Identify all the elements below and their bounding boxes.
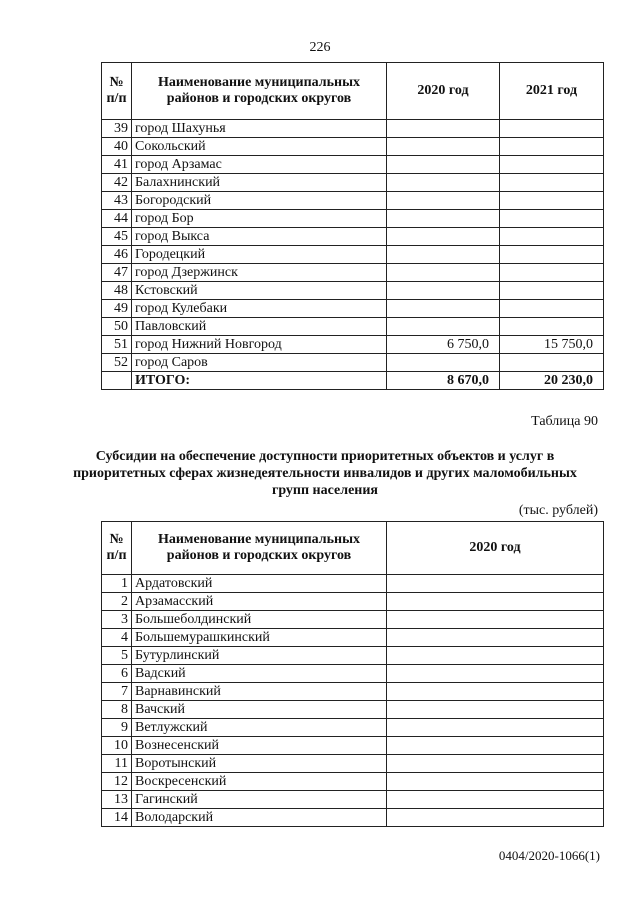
row-name: Богородский	[132, 192, 387, 210]
row-number: 9	[102, 719, 132, 737]
row-2020	[387, 737, 604, 755]
header-2021: 2021 год	[500, 63, 604, 120]
row-2021	[500, 138, 604, 156]
row-name: Кстовский	[132, 282, 387, 300]
row-2020	[387, 683, 604, 701]
table-row	[102, 264, 604, 282]
row-2020	[387, 719, 604, 737]
row-name: Ардатовский	[132, 575, 387, 593]
table-row	[102, 336, 604, 354]
row-2020	[387, 593, 604, 611]
row-number: 14	[102, 809, 132, 827]
row-2021: 15 750,0	[500, 336, 604, 354]
row-name: город Арзамас	[132, 156, 387, 174]
table-title: Субсидии на обеспечение доступности приоритетных объектов и услуг в приоритетных сферах жизнедеятельности инвалидов и других маломобильных групп населения	[73, 449, 577, 498]
header-2020: 2020 год	[387, 63, 500, 120]
row-2020	[387, 246, 500, 264]
row-number: 41	[102, 156, 132, 174]
row-2020	[387, 629, 604, 647]
row-number: 8	[102, 701, 132, 719]
row-2020	[387, 575, 604, 593]
row-number: 51	[102, 336, 132, 354]
table-body	[102, 575, 604, 827]
table-row	[102, 192, 604, 210]
header-name: Наименование муниципальных районов и городских округов	[132, 63, 387, 120]
row-name: Городецкий	[132, 246, 387, 264]
row-name: город Саров	[132, 354, 387, 372]
row-number: 42	[102, 174, 132, 192]
row-2021	[500, 228, 604, 246]
header-2020: 2020 год	[387, 522, 604, 575]
table-row	[102, 701, 604, 719]
header-num: № п/п	[102, 522, 132, 575]
row-number: 11	[102, 755, 132, 773]
table-header-row	[102, 522, 604, 575]
row-2021	[500, 174, 604, 192]
table-row	[102, 354, 604, 372]
table-row	[102, 755, 604, 773]
table-row	[102, 773, 604, 791]
table-row	[102, 593, 604, 611]
row-2021	[500, 246, 604, 264]
row-2020	[387, 192, 500, 210]
row-name: Ветлужский	[132, 719, 387, 737]
row-number: 44	[102, 210, 132, 228]
row-2020	[387, 210, 500, 228]
row-number: 10	[102, 737, 132, 755]
table-body	[102, 120, 604, 372]
row-number: 4	[102, 629, 132, 647]
table-row	[102, 210, 604, 228]
table-row	[102, 228, 604, 246]
table-row	[102, 737, 604, 755]
row-number: 12	[102, 773, 132, 791]
row-name: Большеболдинский	[132, 611, 387, 629]
row-2020	[387, 791, 604, 809]
table-row	[102, 246, 604, 264]
row-number: 2	[102, 593, 132, 611]
table-row	[102, 120, 604, 138]
row-2020: 6 750,0	[387, 336, 500, 354]
row-name: Павловский	[132, 318, 387, 336]
row-2020	[387, 647, 604, 665]
row-2021	[500, 300, 604, 318]
row-name: Воротынский	[132, 755, 387, 773]
row-number: 1	[102, 575, 132, 593]
document-code: 0404/2020-1066(1)	[498, 848, 600, 863]
row-number: 50	[102, 318, 132, 336]
row-name: город Шахунья	[132, 120, 387, 138]
table-row	[102, 138, 604, 156]
row-name: Сокольский	[132, 138, 387, 156]
row-number: 6	[102, 665, 132, 683]
row-2020	[387, 755, 604, 773]
row-name: Вадский	[132, 665, 387, 683]
row-name: Арзамасский	[132, 593, 387, 611]
header-name: Наименование муниципальных районов и городских округов	[132, 522, 387, 575]
row-2020	[387, 665, 604, 683]
table-row	[102, 282, 604, 300]
row-name: Варнавинский	[132, 683, 387, 701]
total-label: ИТОГО:	[132, 372, 387, 390]
table-row	[102, 719, 604, 737]
row-number: 39	[102, 120, 132, 138]
row-name: Вачский	[132, 701, 387, 719]
row-number: 46	[102, 246, 132, 264]
row-number: 43	[102, 192, 132, 210]
row-2021	[500, 192, 604, 210]
row-name: Вознесенский	[132, 737, 387, 755]
page-number: 226	[309, 40, 331, 55]
row-2021	[500, 156, 604, 174]
table-row	[102, 665, 604, 683]
row-2020	[387, 264, 500, 282]
table-row	[102, 156, 604, 174]
row-name: город Бор	[132, 210, 387, 228]
row-name: Воскресенский	[132, 773, 387, 791]
row-2020	[387, 120, 500, 138]
row-2020	[387, 282, 500, 300]
table-row	[102, 809, 604, 827]
subsidy-table-1	[101, 62, 604, 390]
row-2021	[500, 354, 604, 372]
row-number: 52	[102, 354, 132, 372]
row-name: Володарский	[132, 809, 387, 827]
total-num	[102, 372, 132, 390]
subsidy-table-2	[101, 521, 604, 827]
row-2020	[387, 138, 500, 156]
row-2020	[387, 228, 500, 246]
row-2021	[500, 210, 604, 228]
row-name: Балахнинский	[132, 174, 387, 192]
row-2020	[387, 174, 500, 192]
row-2020	[387, 354, 500, 372]
row-name: город Выкса	[132, 228, 387, 246]
row-2020	[387, 156, 500, 174]
row-name: Гагинский	[132, 791, 387, 809]
table-row	[102, 611, 604, 629]
header-num: № п/п	[102, 63, 132, 120]
row-name: Бутурлинский	[132, 647, 387, 665]
row-2020	[387, 701, 604, 719]
row-2020	[387, 773, 604, 791]
row-number: 47	[102, 264, 132, 282]
total-row	[102, 372, 604, 390]
total-2021: 20 230,0	[500, 372, 604, 390]
row-number: 3	[102, 611, 132, 629]
row-number: 7	[102, 683, 132, 701]
row-2021	[500, 120, 604, 138]
row-number: 5	[102, 647, 132, 665]
row-2020	[387, 300, 500, 318]
table-label: Таблица 90	[531, 414, 598, 429]
row-name: Большемурашкинский	[132, 629, 387, 647]
row-name: город Кулебаки	[132, 300, 387, 318]
row-name: город Дзержинск	[132, 264, 387, 282]
total-2020: 8 670,0	[387, 372, 500, 390]
row-number: 13	[102, 791, 132, 809]
table-row	[102, 629, 604, 647]
row-number: 40	[102, 138, 132, 156]
row-2020	[387, 809, 604, 827]
row-number: 49	[102, 300, 132, 318]
units-label: (тыс. рублей)	[518, 503, 598, 518]
row-2021	[500, 282, 604, 300]
table-header-row	[102, 63, 604, 120]
row-number: 45	[102, 228, 132, 246]
row-name: город Нижний Новгород	[132, 336, 387, 354]
table-row	[102, 683, 604, 701]
table-row	[102, 300, 604, 318]
row-2021	[500, 264, 604, 282]
row-2020	[387, 318, 500, 336]
table-row	[102, 174, 604, 192]
row-2021	[500, 318, 604, 336]
table-row	[102, 647, 604, 665]
table-row	[102, 575, 604, 593]
row-2020	[387, 611, 604, 629]
table-row	[102, 791, 604, 809]
row-number: 48	[102, 282, 132, 300]
table-row	[102, 318, 604, 336]
